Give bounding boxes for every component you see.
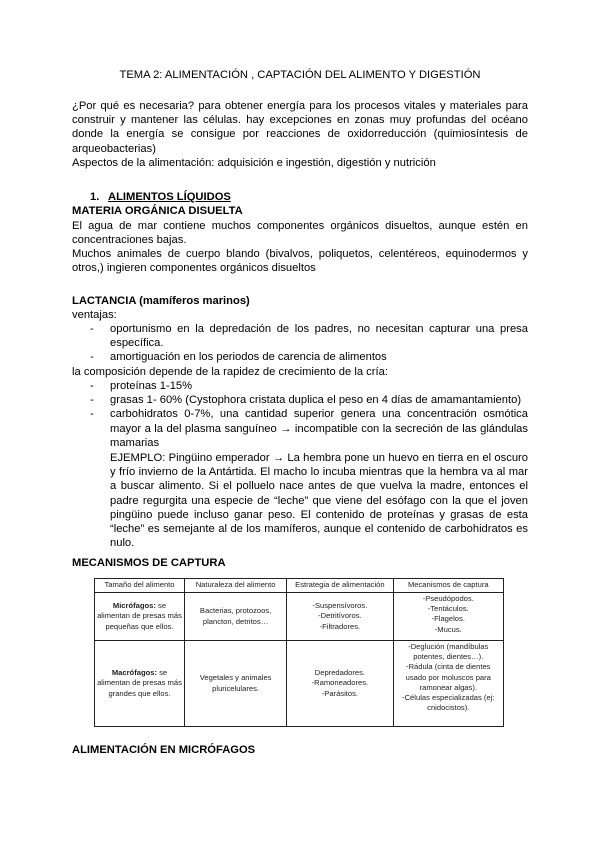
list-item: - amortiguación en los periodos de carencia de alimentos [90,351,387,364]
row-label: Macrófagos: [111,668,157,678]
materia-organica-p2: Muchos animales de cuerpo blando (bivalvos, poliquetos, celentéreos, equinodermos y otros,) ingieren componentes orgánicos disueltos [72,248,528,275]
intro-aspects: Aspectos de la alimentación: adquisición e ingestión, digestión y nutrición [72,157,436,169]
section-1-heading [90,190,528,204]
capture-mechanisms-table [94,578,504,727]
table-cell: Vegetales y animales pluricelulares. [184,641,286,727]
mecanismos-heading: MECANISMOS DE CAPTURA [72,557,226,569]
intro-paragraph: ¿Por qué es necesaria? para obtener energía para los procesos vitales y materiales para construir y mantener las células. hay excepciones en zonas muy profundas del océano donde la energía se consigue por reacciones de oxidorreducción (quimiosíntesis de arqueobacterias) [72,100,528,155]
column-header: Mecanismos de captura [393,579,503,593]
materia-organica-p1: El agua de mar contiene muchos componentes orgánicos disueltos, aunque estén en concentraciones bajas. [72,220,528,247]
column-header: Tamaño del alimento [95,579,185,593]
column-header: Naturaleza del alimento [184,579,286,593]
subheading-materia-organica: MATERIA ORGÁNICA DISUELTA [72,205,243,217]
table-row [95,593,504,641]
list-item: - carbohidratos 0-7%, una cantidad superior genera una concentración osmótica mayor a la del plasma sanguíneo → incompatible con la secreción de las glándulas mamarias [90,408,528,449]
list-item: - grasas 1- 60% (Cystophora cristata duplica el peso en 4 días de amamantamiento) [90,394,522,407]
microfagos-heading: ALIMENTACIÓN EN MICRÓFAGOS [72,744,256,756]
row-label: Micrófagos: [112,601,156,611]
page-title: TEMA 2: ALIMENTACIÓN , CAPTACIÓN DEL ALIMENTO Y DIGESTIÓN [119,69,481,81]
list-item: - proteínas 1-15% [90,380,193,392]
table-cell: Depredadores. -Ramoneadores. -Parásitos. [287,641,393,727]
ventajas-list [90,322,528,365]
table-cell: Micrófagos: se alimentan de presas más pequeñas que ellos. [95,593,185,641]
composicion-list [90,379,528,450]
table-cell: -Suspensívoros. -Detritívoros. -Filtradores. [287,593,393,641]
table-row [95,641,504,727]
list-item: - oportunismo en la depredación de los padres, no necesitan capturar una presa específica. [90,323,528,350]
table-cell: -Deglución (mandíbulas potentes, dientes…). -Rádula (cinta de dientes usado por moluscos para ramonear algas). -Células especializadas (ej: cnidocistos). [393,641,503,727]
table-header-row [95,579,504,593]
ventajas-label: ventajas: [72,309,117,321]
section-number: 1. [90,191,100,203]
composicion-label: la composición depende de la rapidez de crecimiento de la cría: [72,366,388,378]
section-title: ALIMENTOS LÍQUIDOS [108,191,231,203]
column-header: Estrategia de alimentación [287,579,393,593]
ejemplo-paragraph: EJEMPLO: Pingüino emperador → La hembra pone un huevo en tierra en el oscuro y frío invierno de la Antártida. El macho lo incuba mientras que la hembra va al mar a buscar alimento. Si el polluelo nace antes de que vuelva la madre, entonces el padre regurgita una especie de “leche” que viene del esófago con la que el joven pingüino puede incluso ganar peso. El contenido de proteínas y grasas de esta “leche” es semejante al de los mamíferos, aunque el contenido de carbohidratos es nulo. [110,452,528,550]
table-cell: Bacterias, protozoos, plancton, detritos… [184,593,286,641]
table-cell: Macrófagos: se alimentan de presas más grandes que ellos. [95,641,185,727]
table-cell: -Pseudópodos. -Tentáculos. -Flagelos. -Mucus. [393,593,503,641]
lactancia-heading: LACTANCIA (mamíferos marinos) [72,295,250,307]
